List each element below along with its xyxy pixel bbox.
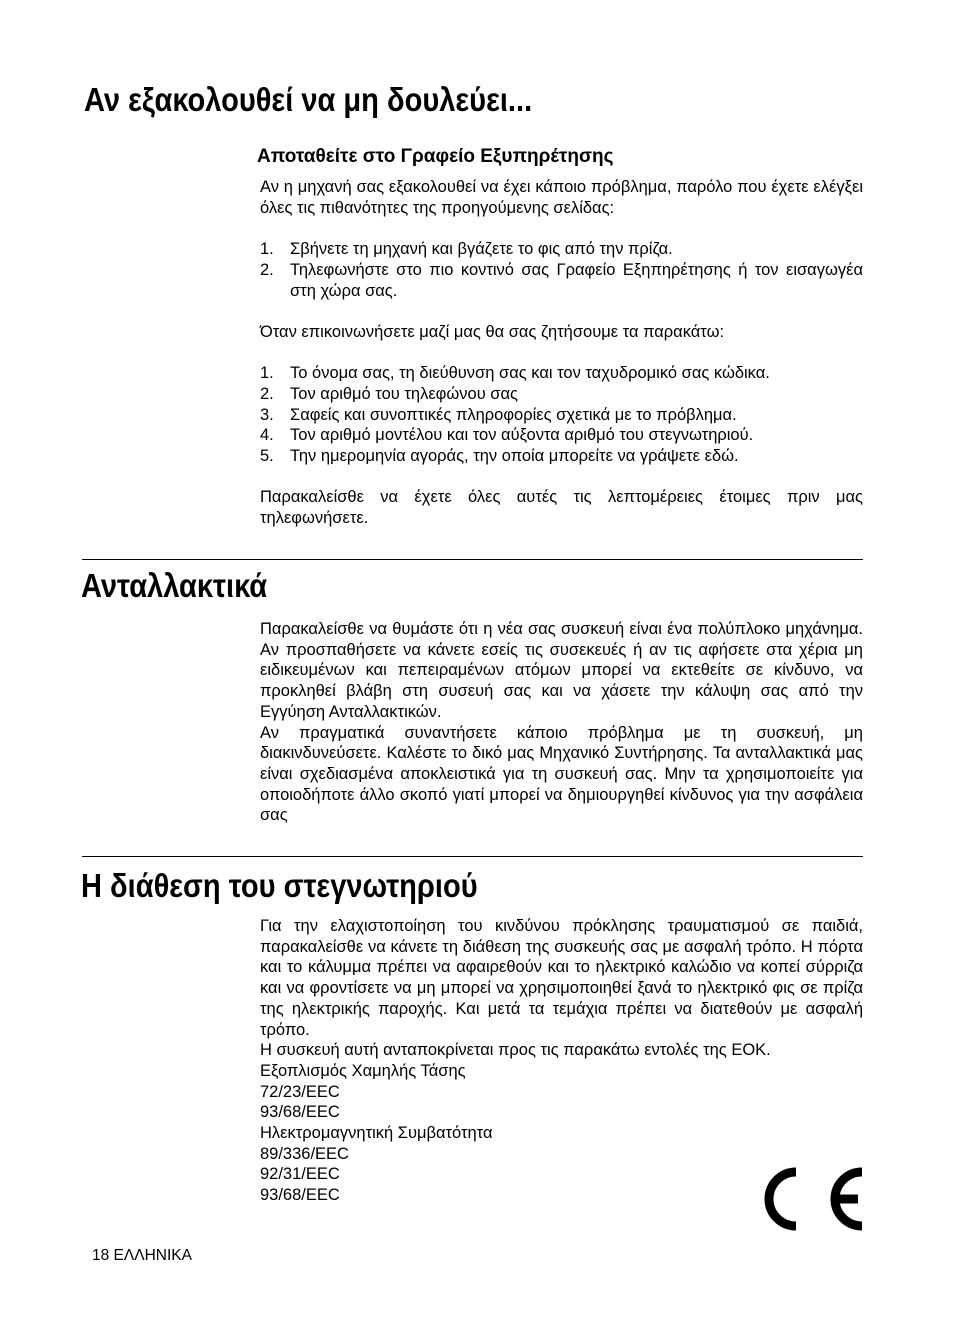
directive-line: 93/68/EEC xyxy=(260,1186,340,1205)
list-text: Τον αριθμό μοντέλου και τον αύξοντα αριθμό του στεγνωτηριού. xyxy=(290,426,754,445)
list-text: Σβήνετε τη μηχανή και βγάζετε το φις από την πρίζα. xyxy=(290,240,673,259)
list-item xyxy=(260,239,863,260)
section-title-troubleshooting: Αν εξακολουθεί να μη δουλεύει... xyxy=(84,81,533,118)
section-title-disposal: Η διάθεση του στεγνωτηριού xyxy=(81,867,478,904)
list-text: Τηλεφωνήστε στο πιο κοντινό σας Γραφείο Εξηπηρέτησης ή τον εισαγωγέα στη χώρα σας. xyxy=(290,260,863,300)
section-divider xyxy=(82,559,863,560)
directive-line: 89/336/EEC xyxy=(260,1144,349,1163)
spare-parts-paragraph: Παρακαλείσθε να θυμάστε ότι η νέα σας συσκευή είναι ένα πολύπλοκο μηχάνημα. Αν προσπαθήσετε να κάνετε εσείς τις συσεκευές ή αν τις αφήσετε στα χέρια μη ειδικευμένων και πεπειραμένων ατόμων μπορεί να εκτεθείτε σε κίνδυνο, να προκληθεί βλάβη στη συσευή σας και να χάσετε την κάλυψη σας από την Εγγύηση Ανταλλακτικών. xyxy=(260,620,863,721)
directives-intro: Η συσκευή αυτή ανταποκρίνεται προς τις παρακάτω εντολές της ΕΟΚ. xyxy=(260,1041,771,1060)
list-item xyxy=(260,425,863,446)
section-title-spare-parts: Ανταλλακτικά xyxy=(81,567,268,604)
intro-paragraph: Αν η μηχανή σας εξακολουθεί να έχει κάποιο πρόβλημα, παρόλο που έχετε ελέγξει όλες τις πιθανότητες της προηγούμενης σελίδας: xyxy=(260,178,863,217)
contact-intro: Όταν επικοινωνήσετε μαζί μας θα σας ζητήσουμε τα παρακάτω: xyxy=(260,322,725,341)
list-number: 2. xyxy=(260,384,274,403)
spare-parts-paragraph: Αν πραγματικά συναντήσετε κάποιο πρόβλημα με τη συσκευή, μη διακινδυνεύσετε. Καλέστε το δικό μας Μηχανικό Συντήρησης. Τα ανταλλακτικά μας είναι σχεδιασμένα αποκλειστικά για τη συσκευή σας. Μην τα χρησιμοποιείτε για οποιοδήποτε άλλο σκοπό γιατί μπορεί να δημιουργηθεί κίνδυνος για την ασφάλεια σας xyxy=(260,723,863,825)
list-number: 1. xyxy=(260,364,274,383)
section2-body xyxy=(260,619,863,826)
ce-mark-icon xyxy=(762,1163,866,1235)
list-number: 2. xyxy=(260,260,274,279)
list-text: Την ημερομηνία αγοράς, την οποία μπορείτε να γράψετε εδώ. xyxy=(290,447,739,466)
directive-line: 72/23/EEC xyxy=(260,1082,340,1101)
list-number: 1. xyxy=(260,240,274,259)
list-number: 4. xyxy=(260,426,274,445)
subsection-title-service: Αποταθείτε στο Γραφείο Εξυπηρέτησης xyxy=(257,146,614,167)
list-item xyxy=(260,405,863,426)
page-footer: 18 ΕΛΛΗΝΙΚΑ xyxy=(92,1247,192,1264)
directive-line: 92/31/EEC xyxy=(260,1165,340,1184)
directive-line: 93/68/EEC xyxy=(260,1103,340,1122)
list-text: Τον αριθμό του τηλεφώνου σας xyxy=(290,384,518,403)
list-text: Το όνομα σας, τη διεύθυνση σας και τον ταχυδρομικό σας κώδικα. xyxy=(290,364,770,383)
list-item xyxy=(260,384,863,405)
list-item xyxy=(260,260,863,301)
details-list xyxy=(260,363,863,467)
steps-list xyxy=(260,239,863,301)
list-item xyxy=(260,446,863,467)
disposal-paragraph: Για την ελαχιστοποίηση του κινδύνου πρόκλησης τραυματισμού σε παιδιά, παρακαλείσθε να κάνετε τη διάθεση της συσκευής σας με ασφαλή τρόπο. Η πόρτα και το κάλυμμα πρέπει να αφαιρεθούν και το ηλεκτρικό καλώδιο να κοπεί σύρριζα και να φροντίσετε να μη μπορεί να χρησιμοποιηθεί ξανά το ηλεκτρικό φις σε πρίζα της ηλεκτρικής παροχής. Και μετά τα τεμάχια πρέπει να διατεθούν με ασφαλή τρόπο. xyxy=(260,917,863,1039)
directive-line: Ηλεκτρομαγνητική Συμβατότητα xyxy=(260,1124,493,1143)
list-number: 3. xyxy=(260,405,274,424)
section-divider xyxy=(82,856,863,857)
section1-body xyxy=(260,177,863,529)
list-item xyxy=(260,363,863,384)
list-number: 5. xyxy=(260,447,274,466)
list-text: Σαφείς και συνοπτικές πληροφορίες σχετικά με το πρόβλημα. xyxy=(290,405,737,424)
directive-line: Εξοπλισμός Χαμηλής Τάσης xyxy=(260,1061,466,1080)
closing-paragraph: Παρακαλείσθε να έχετε όλες αυτές τις λεπτομέρειες έτοιμες πριν μας τηλεφωνήσετε. xyxy=(260,488,863,528)
